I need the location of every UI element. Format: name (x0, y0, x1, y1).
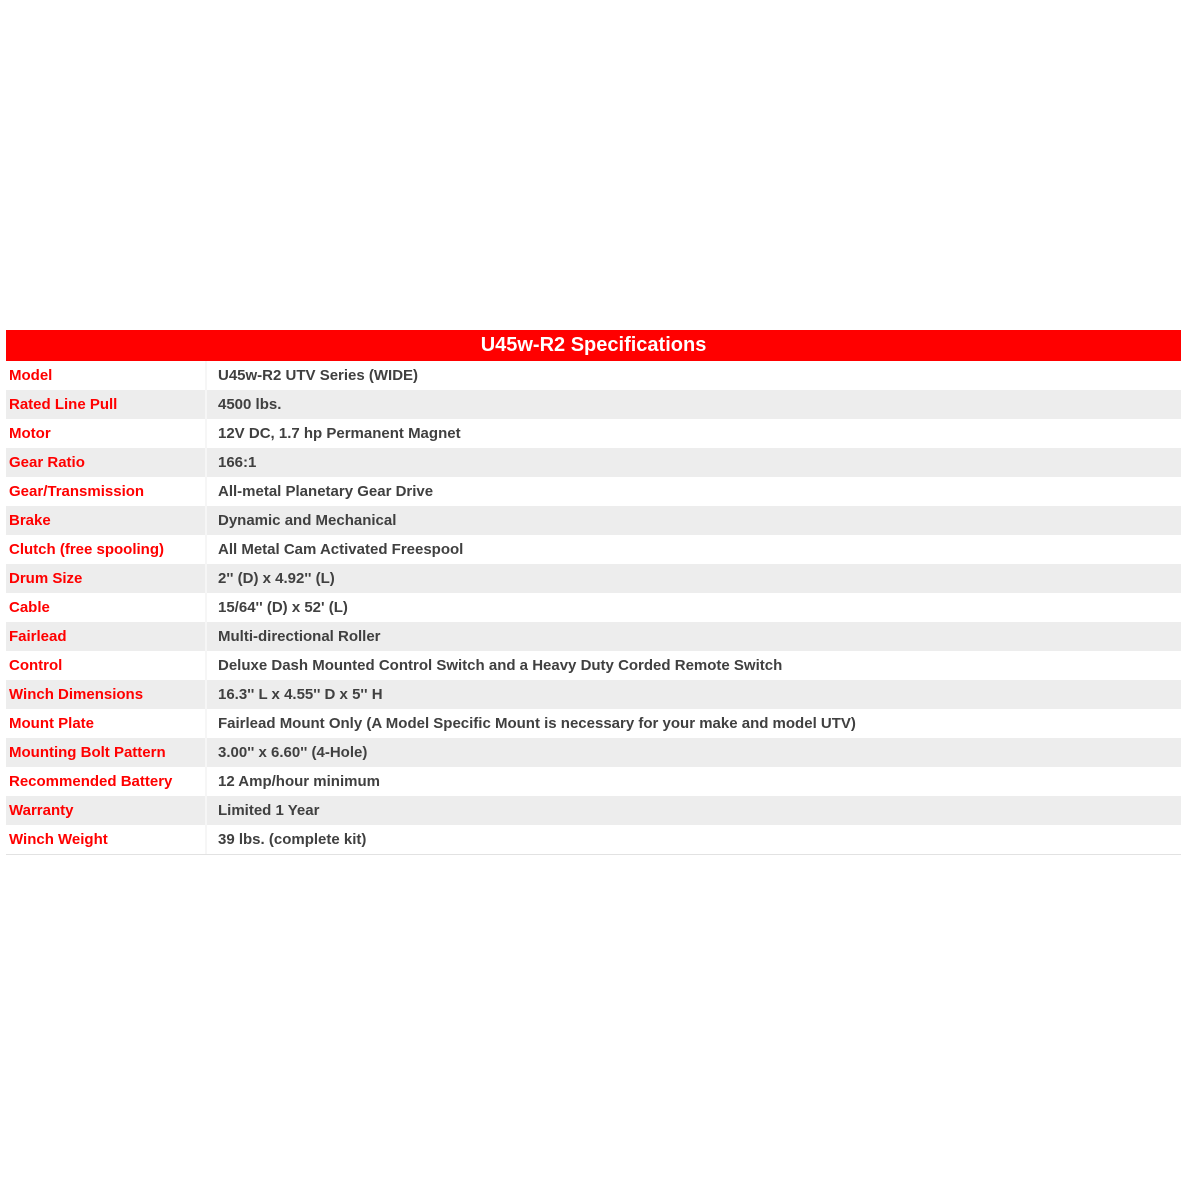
specifications-table (6, 330, 1181, 855)
spec-value: 39 lbs. (complete kit) (218, 831, 367, 848)
spec-value: 4500 lbs. (218, 396, 282, 413)
spec-label: Warranty (6, 796, 207, 825)
table-row (6, 622, 1181, 651)
spec-value: 16.3'' L x 4.55'' D x 5'' H (218, 686, 383, 703)
spec-label: Mounting Bolt Pattern (6, 738, 207, 767)
spec-label: Clutch (free spooling) (6, 535, 207, 564)
spec-label: Winch Weight (6, 825, 207, 854)
spec-value: 3.00'' x 6.60'' (4-Hole) (218, 744, 368, 761)
table-row (6, 477, 1181, 506)
spec-label: Drum Size (6, 564, 207, 593)
spec-label: Rated Line Pull (6, 390, 207, 419)
table-row (6, 738, 1181, 767)
table-row (6, 361, 1181, 390)
table-row (6, 535, 1181, 564)
table-row (6, 825, 1181, 854)
spec-value: 12V DC, 1.7 hp Permanent Magnet (218, 425, 461, 442)
spec-value: Dynamic and Mechanical (218, 512, 397, 529)
spec-label: Motor (6, 419, 207, 448)
spec-label: Gear/Transmission (6, 477, 207, 506)
spec-value: 166:1 (218, 454, 257, 471)
spec-value: Fairlead Mount Only (A Model Specific Mount is necessary for your make and model UTV) (218, 715, 856, 732)
spec-value: All-metal Planetary Gear Drive (218, 483, 434, 500)
table-row (6, 796, 1181, 825)
spec-label: Cable (6, 593, 207, 622)
table-row (6, 680, 1181, 709)
spec-value: 12 Amp/hour minimum (218, 773, 380, 790)
table-title: U45w-R2 Specifications (6, 330, 1181, 361)
table-row (6, 506, 1181, 535)
spec-value: U45w-R2 UTV Series (WIDE) (218, 367, 419, 384)
spec-value: Limited 1 Year (218, 802, 320, 819)
table-row (6, 593, 1181, 622)
table-row (6, 448, 1181, 477)
table-row (6, 767, 1181, 796)
spec-value: 15/64'' (D) x 52' (L) (218, 599, 348, 616)
spec-value: 2'' (D) x 4.92'' (L) (218, 570, 335, 587)
spec-label: Fairlead (6, 622, 207, 651)
spec-label: Winch Dimensions (6, 680, 207, 709)
table-row (6, 419, 1181, 448)
spec-value: All Metal Cam Activated Freespool (218, 541, 464, 558)
spec-label: Control (6, 651, 207, 680)
table-row (6, 709, 1181, 738)
spec-label: Gear Ratio (6, 448, 207, 477)
spec-label: Mount Plate (6, 709, 207, 738)
spec-label: Brake (6, 506, 207, 535)
table-body (6, 361, 1181, 854)
spec-value: Multi-directional Roller (218, 628, 381, 645)
spec-label: Model (6, 361, 207, 390)
spec-value: Deluxe Dash Mounted Control Switch and a Heavy Duty Corded Remote Switch (218, 657, 783, 674)
table-row (6, 564, 1181, 593)
table-row (6, 651, 1181, 680)
table-row (6, 390, 1181, 419)
spec-label: Recommended Battery (6, 767, 207, 796)
